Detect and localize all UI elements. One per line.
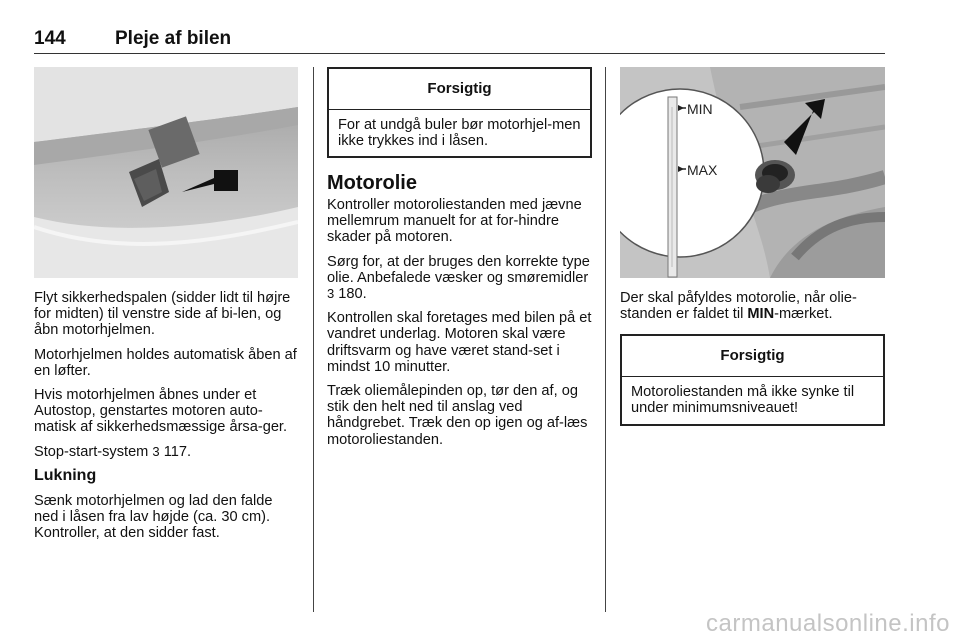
xref-text: Stop-start-system (34, 443, 149, 460)
page-title: Pleje af bilen (115, 28, 232, 49)
column-divider-1 (313, 67, 314, 612)
caution-box (327, 67, 592, 158)
paragraph: Hvis motorhjelmen åbnes under et Autostop, genstartes motoren auto-matisk af sikkerhedsmæssige årsa-ger. (34, 387, 288, 436)
xref-paragraph (34, 444, 300, 460)
column-1-text (34, 290, 300, 550)
paragraph (620, 290, 888, 322)
paragraph: Kontroller motoroliestanden med jævne mellemrum manuelt for at for-hindre skader på motoren. (327, 197, 582, 246)
subheading: Lukning (34, 466, 97, 484)
paragraph-text: Sørg for, at der bruges den korrekte type olie. Anbefalede væsker og smøremidler (327, 253, 590, 286)
paragraph: Kontrollen skal foretages med bilen på et vandret underlag. Motoren skal være driftsvarm og have været stand-set i mindst 10 minutter. (327, 310, 592, 375)
paragraph: Træk oliemålepinden op, tør den af, og stik den helt ned til anslag ved håndgrebet. Træk den op igen og af-læs motoroliestanden. (327, 383, 588, 448)
column-2-text (327, 172, 595, 456)
xref-symbol[interactable]: 3 (327, 286, 335, 302)
caution-text: Motoroliestanden må ikke synke til under minimumsniveauet! (631, 384, 855, 417)
hood-latch-illustration (34, 67, 298, 278)
max-label: MAX (687, 162, 718, 178)
column-divider-2 (605, 67, 606, 612)
caution-title: Forsigtig (329, 69, 590, 110)
column-3-text (620, 290, 888, 330)
section-heading: Motorolie (327, 172, 417, 194)
dipstick-illustration (620, 67, 885, 278)
xref-page[interactable]: 180. (338, 286, 367, 303)
xref-page[interactable]: 117. (163, 443, 192, 460)
paragraph: Motorhjelmen holdes automatisk åben af en løfter. (34, 346, 297, 379)
caution-title: Forsigtig (622, 336, 883, 377)
page-header (34, 26, 884, 54)
min-mark: MIN (747, 306, 775, 323)
min-label: MIN (687, 101, 713, 117)
xref-paragraph (327, 254, 595, 303)
paragraph-text-end: -mærket. (774, 306, 833, 323)
caution-text: For at undgå buler bør motorhjel-men ikke trykkes ind i låsen. (338, 117, 581, 150)
caution-box (620, 334, 885, 426)
watermark: carmanualsonline.info (706, 610, 950, 637)
paragraph: Sænk motorhjelmen og lad den falde ned i låsen fra lav højde (ca. 30 cm). Kontroller, at den sidder fast. (34, 493, 273, 542)
paragraph-text: Der skal påfyldes motorolie, når olie-standen er faldet til (620, 290, 857, 323)
header-rule (34, 53, 885, 54)
paragraph: Flyt sikkerhedspalen (sidder lidt til højre for midten) til venstre side af bi-len, og åbn motorhjelmen. (34, 290, 291, 339)
page-number: 144 (34, 28, 66, 49)
xref-symbol[interactable]: 3 (152, 443, 160, 459)
